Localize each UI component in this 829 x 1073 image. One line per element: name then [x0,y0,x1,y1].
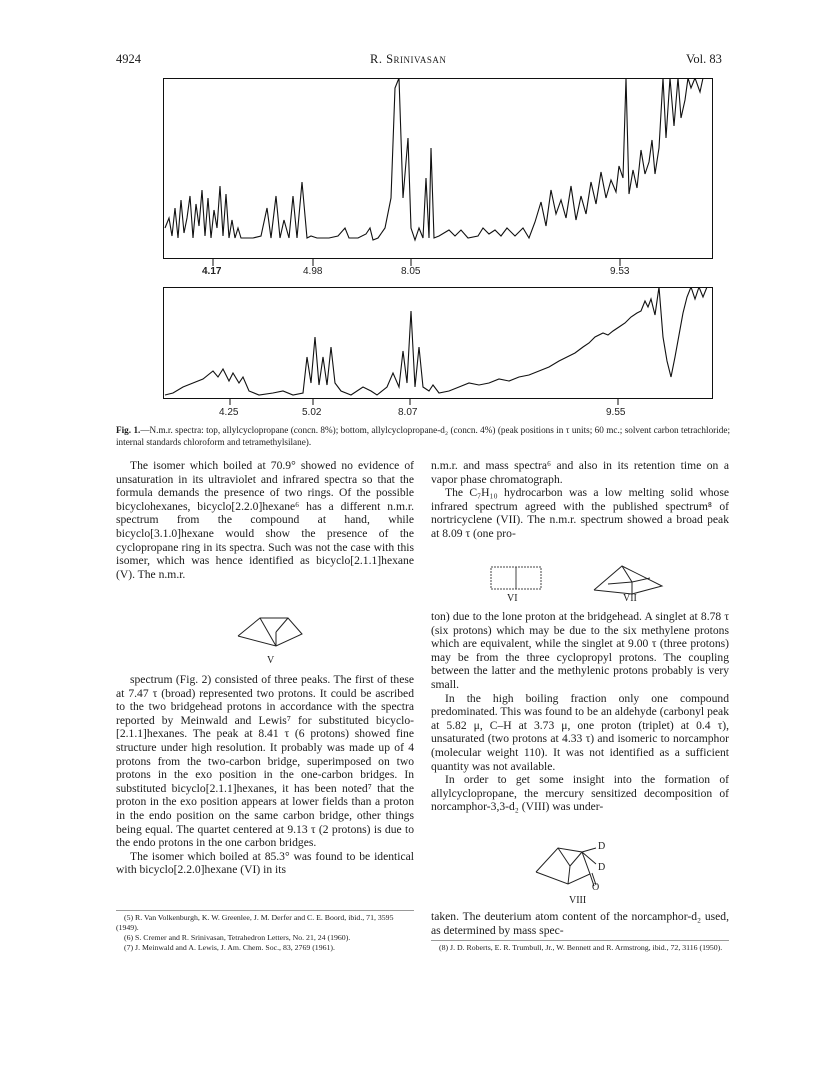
paragraph: ton) due to the lone proton at the bridgehead. A singlet at 8.78 τ (six protons) which may be due to the six methylene protons which are equivalent, while the singlet at 9.00 τ (three protons) may be from the three cyclopropyl protons. The coupling between the latter and the methylenic protons probably is very small. [431,610,729,691]
bottom-tick-2: 5.02 [302,407,322,418]
structure-viii-label: VIII [569,895,587,906]
nmr-spectrum-bottom [163,287,713,411]
caption-text: —N.m.r. spectra: top, allylcyclopropane (concn. 8%); bottom, allylcyclopropane-d₂ (concn. 4%) (peak positions in τ units; 60 mc.; solvent carbon tetrachloride; internal standards chloroform and tetramethylsilane). [116,425,730,447]
top-tick-2: 4.98 [303,266,323,277]
bottom-tick-3: 8.07 [398,407,418,418]
footnotes-left [116,913,414,953]
deuterium-label-1: D [598,841,606,852]
paragraph: spectrum (Fig. 2) consisted of three peaks. The first of these at 7.47 τ (broad) represented two protons. It could be ascribed to the two bridgehead protons in accordance with the spectra reported by Meinwald and Lewis⁷ for substituted bicyclo-[2.1.1]hexanes. The peak at 8.41 τ (6 protons) showed fine structure under high resolution. It probably was made up of 4 protons from the two-carbon bridge, superimposed on two protons in the exo position in the one-carbon bridges. In substituted bicyclo[2.1.1]hexanes, it has been noted⁷ that the proton in the exo position appears at lower fields than a proton in the endo position on the same carbon bridge, other things being equal. The quartet centered at 9.13 τ (2 protons) is due to the endo protons in the one carbon bridges. [116,673,414,850]
top-tick-4: 9.53 [610,266,630,277]
caption-label: Fig. 1. [116,425,141,435]
nmr-spectrum-top [163,78,713,270]
footnotes-right [431,943,729,953]
figure-caption [116,424,730,448]
deuterium-label-2: D [598,862,606,873]
footnote: (6) S. Cremer and R. Srinivasan, Tetrahedron Letters, No. 21, 24 (1960). [124,933,351,942]
footnote: (7) J. Meinwald and A. Lewis, J. Am. Chem. Soc., 83, 2769 (1961). [124,943,335,952]
volume-label: Vol. 83 [686,52,722,66]
page-number: 4924 [116,52,141,66]
oxygen-label: O [592,882,600,893]
bottom-tick-4: 9.55 [606,407,626,418]
footnote-rule-left [116,910,414,911]
paragraph: The isomer which boiled at 70.9° showed no evidence of unsaturation in its ultraviolet and infrared spectra so that the formula demands the presence of two rings. Of the possible bicyclohexanes, bicyclo[2.2.0]hexane⁶ has a different n.m.r. spectrum from the compound at hand, while bicyclo[3.1.0]hexane would show the presence of the cyclopropane ring in its spectra. Such was not the case with this isomer, which was hence identified as bicyclo[2.1.1]hexane (V). The n.m.r. [116,459,414,581]
left-column-p1 [116,459,414,581]
structure-vii-label: VII [623,593,637,604]
footnote-rule-right [431,940,729,941]
bottom-tick-1: 4.25 [219,407,239,418]
paragraph: The isomer which boiled at 85.3° was found to be identical with bicyclo[2.2.0]hexane (VI) in its [116,849,414,877]
footnote: (8) J. D. Roberts, E. R. Trumbull, Jr., W. Bennett and R. Armstrong, ibid., 72, 3116 (1950). [439,943,723,952]
left-column-p2 [116,673,414,877]
top-tick-3: 8.05 [401,266,421,277]
structure-v [236,610,306,656]
paragraph: In order to get some insight into the formation of allylcyclopropane, the mercury sensitized decomposition of norcamphor-3,3-d₂ (VIII) was under- [431,773,729,814]
right-column-p1 [431,459,729,541]
running-author: R. Srinivasan [370,52,447,66]
footnote: (5) R. Van Volkenburgh, K. W. Greenlee, J. M. Derfer and C. E. Boord, ibid., 71, 3595 (1949). [116,913,394,932]
right-column-p3 [431,610,729,814]
paragraph: taken. The deuterium atom content of the norcamphor-d₂ used, as determined by mass spec- [431,910,729,937]
paragraph: In the high boiling fraction only one compound predominated. This was found to be an aldehyde (carbonyl peak at 5.82 μ, C–H at 3.73 μ, one proton (triplet) at 0.4 τ), unsaturated (two protons at 4.33 τ) and isomeric to norcamphor (molecular weight 110). It was not identified as a sufficient quantity was not available. [431,691,729,773]
right-column-p6 [431,910,729,937]
paragraph: The C₇H₁₀ hydrocarbon was a low melting solid whose infrared spectrum agreed with the published spectrum⁸ of nortricyclene (VII). The n.m.r. spectrum showed a broad peak at 8.09 τ (one pro- [431,486,729,540]
structure-vi-label: VI [507,593,518,604]
top-tick-1: 4.17 [202,266,222,277]
structure-v-label: V [267,655,275,666]
paragraph: n.m.r. and mass spectra⁶ and also in its retention time on a vapor phase chromatograph. [431,459,729,486]
